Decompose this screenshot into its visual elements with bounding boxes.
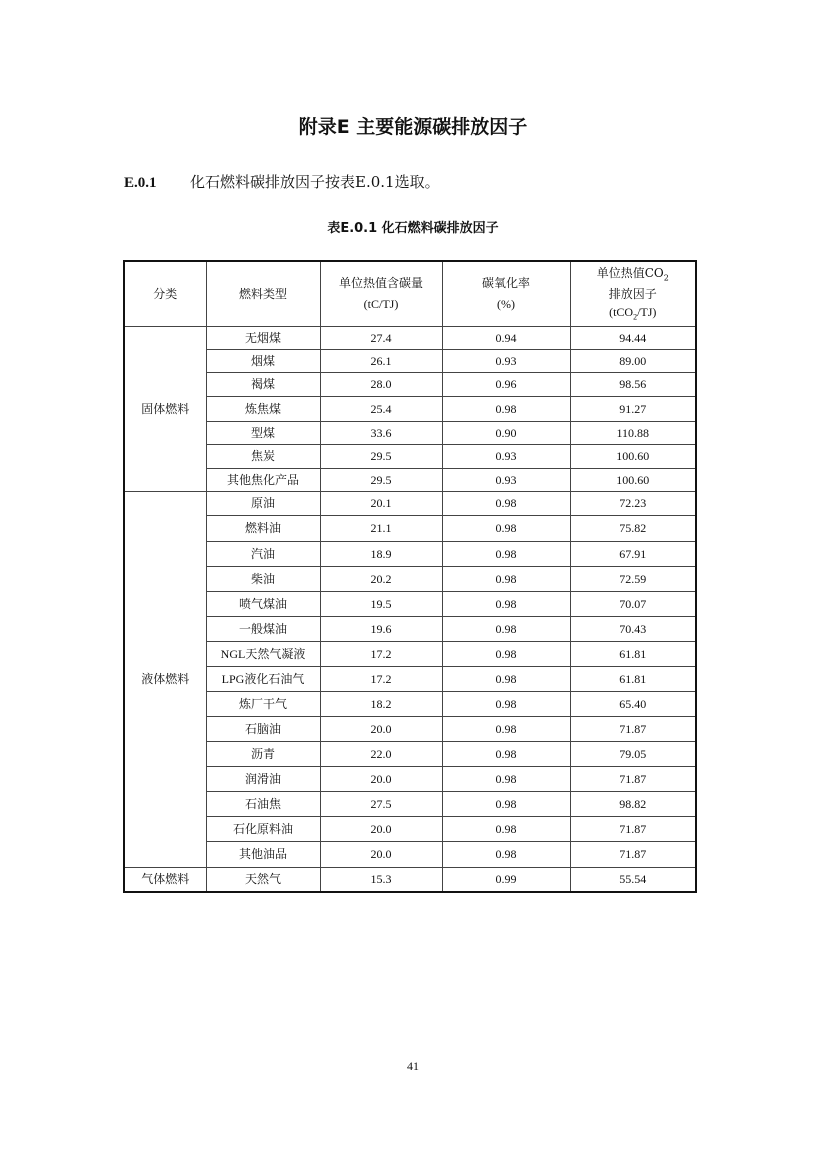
- oxidation-rate-cell: 0.98: [442, 667, 570, 692]
- oxidation-rate-cell: 0.90: [442, 422, 570, 445]
- heat-carbon-cell: 18.2: [320, 692, 442, 717]
- heat-carbon-cell: 18.9: [320, 542, 442, 567]
- oxidation-rate-cell: 0.99: [442, 868, 570, 892]
- header-emission-unit-sub: 2: [633, 311, 638, 321]
- clause-text: 化石燃料碳排放因子按表E.0.1选取。: [190, 173, 440, 191]
- header-oxidation: [442, 261, 570, 327]
- oxidation-rate-cell: 0.98: [442, 842, 570, 868]
- header-emission-unit: [571, 305, 696, 322]
- header-emission-line2: 排放因子: [608, 286, 657, 301]
- heat-carbon-cell: 20.2: [320, 567, 442, 592]
- fuel-type-cell: 石油焦: [206, 792, 320, 817]
- emission-factor-cell: 61.81: [570, 667, 696, 692]
- emission-factor-cell: 71.87: [570, 717, 696, 742]
- oxidation-rate-cell: 0.98: [442, 397, 570, 422]
- header-heat-carbon: [320, 261, 442, 327]
- fuel-type-cell: 柴油: [206, 567, 320, 592]
- heat-carbon-cell: 29.5: [320, 445, 442, 469]
- table-row: [124, 667, 696, 692]
- oxidation-rate-cell: 0.98: [442, 592, 570, 617]
- header-emission-unit-a: (tCO: [609, 304, 634, 319]
- table-row: [124, 445, 696, 469]
- fuel-type-cell: 汽油: [206, 542, 320, 567]
- fuel-type-cell: NGL天然气凝液: [206, 642, 320, 667]
- table-row: [124, 516, 696, 542]
- heat-carbon-cell: 17.2: [320, 642, 442, 667]
- fuel-type-cell: 炼焦煤: [206, 397, 320, 422]
- table-row: [124, 817, 696, 842]
- header-emission-unit-b: /TJ): [637, 304, 657, 319]
- appendix-title: 附录E 主要能源碳排放因子: [298, 116, 528, 138]
- category-cell: 液体燃料: [124, 492, 206, 868]
- fuel-type-cell: 一般煤油: [206, 617, 320, 642]
- heat-carbon-cell: 20.0: [320, 767, 442, 792]
- fuel-type-cell: 烟煤: [206, 350, 320, 373]
- oxidation-rate-cell: 0.98: [442, 717, 570, 742]
- oxidation-rate-cell: 0.98: [442, 516, 570, 542]
- emission-factor-cell: 55.54: [570, 868, 696, 892]
- oxidation-rate-cell: 0.93: [442, 445, 570, 469]
- heat-carbon-cell: 19.6: [320, 617, 442, 642]
- oxidation-rate-cell: 0.98: [442, 692, 570, 717]
- table-row: [124, 742, 696, 767]
- table-row: [124, 717, 696, 742]
- oxidation-rate-cell: 0.98: [442, 492, 570, 516]
- oxidation-rate-cell: 0.93: [442, 350, 570, 373]
- fuel-type-cell: 天然气: [206, 868, 320, 892]
- heat-carbon-cell: 20.1: [320, 492, 442, 516]
- heat-carbon-cell: 28.0: [320, 373, 442, 397]
- emission-factor-cell: 100.60: [570, 445, 696, 469]
- fuel-type-cell: 褐煤: [206, 373, 320, 397]
- oxidation-rate-cell: 0.98: [442, 742, 570, 767]
- heat-carbon-cell: 26.1: [320, 350, 442, 373]
- emission-factor-cell: 61.81: [570, 642, 696, 667]
- header-heat-carbon-unit: (tC/TJ): [363, 297, 399, 311]
- emission-factor-cell: 71.87: [570, 817, 696, 842]
- fuel-type-cell: 其他油品: [206, 842, 320, 868]
- table-row: [124, 373, 696, 397]
- emission-factor-cell: 98.82: [570, 792, 696, 817]
- fuel-type-cell: 石脑油: [206, 717, 320, 742]
- header-emission-factor: [570, 261, 696, 327]
- oxidation-rate-cell: 0.98: [442, 767, 570, 792]
- heat-carbon-cell: 22.0: [320, 742, 442, 767]
- fuel-type-cell: 焦炭: [206, 445, 320, 469]
- oxidation-rate-cell: 0.98: [442, 817, 570, 842]
- header-fuel-type: 燃料类型: [206, 261, 320, 327]
- emission-factor-cell: 100.60: [570, 469, 696, 492]
- emission-factor-cell: 79.05: [570, 742, 696, 767]
- table-row: [124, 592, 696, 617]
- table-row: [124, 868, 696, 892]
- fuel-type-cell: 润滑油: [206, 767, 320, 792]
- emission-factor-cell: 72.59: [570, 567, 696, 592]
- table-row: [124, 842, 696, 868]
- header-emission-line1: [571, 266, 696, 283]
- table-row: [124, 469, 696, 492]
- page-number: 41: [407, 1059, 419, 1073]
- fuel-type-cell: LPG液化石油气: [206, 667, 320, 692]
- emission-factor-cell: 89.00: [570, 350, 696, 373]
- oxidation-rate-cell: 0.98: [442, 642, 570, 667]
- table-header-row: [124, 261, 696, 327]
- oxidation-rate-cell: 0.94: [442, 327, 570, 350]
- table-caption: 表E.0.1 化石燃料碳排放因子: [327, 221, 499, 236]
- heat-carbon-cell: 17.2: [320, 667, 442, 692]
- category-cell: 固体燃料: [124, 327, 206, 492]
- header-emission-line1-sub: 2: [663, 273, 669, 283]
- emission-factor-cell: 71.87: [570, 842, 696, 868]
- table-row: [124, 767, 696, 792]
- header-category: 分类: [124, 261, 206, 327]
- header-oxidation-unit: (%): [497, 297, 515, 311]
- category-cell: 气体燃料: [124, 868, 206, 892]
- table-row: [124, 350, 696, 373]
- fuel-type-cell: 沥青: [206, 742, 320, 767]
- header-emission-line1-text: 单位热值CO: [596, 266, 664, 281]
- table-body: [124, 327, 696, 892]
- fuel-type-cell: 喷气煤油: [206, 592, 320, 617]
- clause-paragraph: [124, 171, 440, 192]
- heat-carbon-cell: 27.5: [320, 792, 442, 817]
- emission-factor-cell: 98.56: [570, 373, 696, 397]
- emission-factor-cell: 75.82: [570, 516, 696, 542]
- table-row: [124, 692, 696, 717]
- emission-factor-cell: 67.91: [570, 542, 696, 567]
- emission-factor-cell: 70.43: [570, 617, 696, 642]
- heat-carbon-cell: 15.3: [320, 868, 442, 892]
- emission-factor-cell: 70.07: [570, 592, 696, 617]
- fuel-type-cell: 炼厂干气: [206, 692, 320, 717]
- table-row: [124, 792, 696, 817]
- fuel-type-cell: 型煤: [206, 422, 320, 445]
- table-row: [124, 567, 696, 592]
- oxidation-rate-cell: 0.98: [442, 542, 570, 567]
- heat-carbon-cell: 33.6: [320, 422, 442, 445]
- heat-carbon-cell: 20.0: [320, 817, 442, 842]
- emission-factor-cell: 72.23: [570, 492, 696, 516]
- heat-carbon-cell: 27.4: [320, 327, 442, 350]
- table-row: [124, 542, 696, 567]
- emission-factor-cell: 65.40: [570, 692, 696, 717]
- fuel-type-cell: 其他焦化产品: [206, 469, 320, 492]
- table-row: [124, 422, 696, 445]
- oxidation-rate-cell: 0.98: [442, 567, 570, 592]
- header-oxidation-label: 碳氧化率: [481, 276, 530, 290]
- heat-carbon-cell: 21.1: [320, 516, 442, 542]
- emission-factor-table: [123, 260, 697, 893]
- heat-carbon-cell: 20.0: [320, 842, 442, 868]
- emission-factor-cell: 91.27: [570, 397, 696, 422]
- fuel-type-cell: 燃料油: [206, 516, 320, 542]
- oxidation-rate-cell: 0.98: [442, 617, 570, 642]
- heat-carbon-cell: 25.4: [320, 397, 442, 422]
- emission-factor-cell: 71.87: [570, 767, 696, 792]
- fuel-type-cell: 无烟煤: [206, 327, 320, 350]
- emission-factor-cell: 110.88: [570, 422, 696, 445]
- table-row: [124, 617, 696, 642]
- table-row: [124, 642, 696, 667]
- table-row: [124, 397, 696, 422]
- fuel-type-cell: 原油: [206, 492, 320, 516]
- clause-number: E.0.1: [124, 175, 157, 191]
- table-row: [124, 327, 696, 350]
- emission-factor-cell: 94.44: [570, 327, 696, 350]
- oxidation-rate-cell: 0.96: [442, 373, 570, 397]
- oxidation-rate-cell: 0.98: [442, 792, 570, 817]
- heat-carbon-cell: 19.5: [320, 592, 442, 617]
- header-heat-carbon-label: 单位热值含碳量: [338, 276, 423, 290]
- oxidation-rate-cell: 0.93: [442, 469, 570, 492]
- heat-carbon-cell: 20.0: [320, 717, 442, 742]
- fuel-type-cell: 石化原料油: [206, 817, 320, 842]
- heat-carbon-cell: 29.5: [320, 469, 442, 492]
- table-row: [124, 492, 696, 516]
